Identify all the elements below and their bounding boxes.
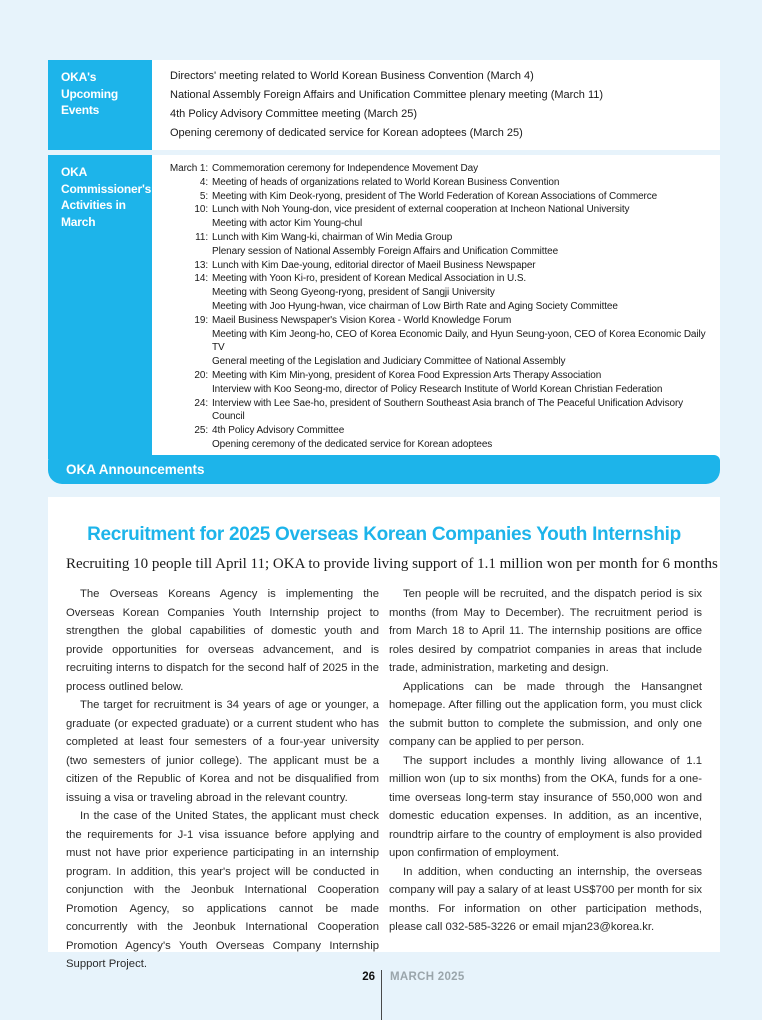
article-subtitle: Recruiting 10 people till April 11; OKA to provide living support of 1.1 million won per month for 6 months — [66, 556, 718, 572]
activity-item — [164, 438, 714, 452]
activity-date: 24: — [194, 397, 208, 409]
activity-item — [164, 328, 714, 356]
activity-date: 11: — [195, 231, 208, 243]
activity-date: 13: — [194, 259, 208, 271]
activity-item — [164, 162, 714, 176]
activity-date: March 1: — [169, 163, 208, 174]
article-column-right — [389, 585, 702, 974]
activity-item — [164, 245, 714, 259]
activity-item — [164, 424, 714, 438]
label-line: Commissioner's — [61, 181, 152, 196]
activity-date: 10: — [194, 204, 208, 216]
event-item: Opening ceremony of dedicated service for Korean adoptees (March 25) — [170, 127, 523, 139]
activity-item — [164, 259, 714, 273]
activity-text: Maeil Business Newspaper's Vision Korea - World Knowledge Forum — [212, 314, 512, 326]
announcements-title: OKA Announcements — [66, 462, 205, 477]
upcoming-events-list — [152, 60, 720, 150]
activity-item — [164, 383, 714, 397]
activity-text: Lunch with Kim Dae-young, editorial director of Maeil Business Newspaper — [212, 259, 536, 271]
activity-item — [164, 286, 714, 300]
activity-text: Meeting with Kim Jeong-ho, CEO of Korea Economic Daily, and Hyun Seung-yoon, CEO of Korea Economic Daily TV — [212, 328, 706, 354]
activity-date — [164, 383, 208, 397]
article-paragraph: In the case of the United States, the applicant must check the requirements for J-1 visa issuance before applying and must not have prior experience participating in an internship program. In addition, this year's project will be conducted in conjunction with the Jeonbuk International Cooperation Promotion Agency, so applications cannot be made concurrently with the Jeonbuk International Cooperation Promotion Agency's Youth Overseas Company Internship Support Project. — [66, 810, 379, 970]
activity-date: 19: — [194, 314, 208, 326]
label-line: OKA's — [61, 70, 97, 84]
activity-item — [164, 300, 714, 314]
activity-text: Meeting with Kim Min-yong, president of Korea Food Expression Arts Therapy Association — [212, 369, 602, 381]
event-item: National Assembly Foreign Affairs and Unification Committee plenary meeting (March 11) — [170, 89, 604, 101]
article-column-left — [66, 585, 379, 974]
activity-text: Meeting with Seong Gyeong-ryong, president of Sangji University — [212, 287, 495, 299]
activity-item — [164, 314, 714, 328]
activity-date — [164, 217, 208, 231]
event-item: 4th Policy Advisory Committee meeting (March 25) — [170, 108, 417, 120]
article-paragraph: The Overseas Koreans Agency is implementing the Overseas Korean Companies Youth Internship project to strengthen the global capabilities of domestic youth and provide opportunities for overseas advancement, and is recruiting interns to dispatch for the second half of 2025 in the process outlined below. — [66, 588, 379, 693]
activity-text: Plenary session of National Assembly Foreign Affairs and Unification Committee — [212, 245, 559, 257]
activity-text: Meeting with Kim Deok-ryong, president of The World Federation of Korean Associations of Commerce — [212, 190, 658, 202]
activity-date: 14: — [194, 273, 208, 285]
activity-text: Lunch with Noh Young-don, vice president of external cooperation at Incheon National University — [212, 204, 630, 216]
activity-item — [164, 203, 714, 217]
activity-text: Meeting with Yoon Ki-ro, president of Korean Medical Association in U.S. — [212, 273, 527, 285]
activity-text: Opening ceremony of the dedicated service for Korean adoptees — [212, 438, 493, 450]
activity-item — [164, 272, 714, 286]
label-line: March — [61, 214, 96, 229]
activity-text: Meeting with Joo Hyung-hwan, vice chairman of Low Birth Rate and Aging Society Committee — [212, 300, 618, 312]
activities-list — [152, 155, 720, 459]
issue-label: MARCH 2025 — [390, 971, 465, 983]
activity-text: Meeting with actor Kim Young-chul — [212, 218, 363, 230]
activity-date — [164, 438, 208, 452]
activity-date: 25: — [194, 425, 208, 437]
activity-item — [164, 217, 714, 231]
label-line: OKA — [61, 165, 88, 179]
activity-text: 4th Policy Advisory Committee — [212, 425, 345, 437]
activity-date — [164, 300, 208, 314]
activity-text: Commemoration ceremony for Independence Movement Day — [212, 163, 479, 174]
announcements-header-bar — [48, 455, 720, 484]
article-paragraph: The target for recruitment is 34 years of age or younger, a graduate (or expected graduate) or a current student who has completed at least four semesters of a four-year university (two semesters of junior college). The applicant must be a citizen of the Republic of Korea and not be disqualified from issuing a visa or traveling abroad in the relevant country. — [66, 699, 379, 804]
upcoming-events-section — [48, 60, 720, 150]
commissioner-activities-section — [48, 155, 720, 459]
activity-item — [164, 397, 714, 425]
activity-date: 5: — [199, 190, 208, 202]
article-title: Recruitment for 2025 Overseas Korean Companies Youth Internship — [87, 524, 681, 545]
article-paragraph: In addition, when conducting an internship, the overseas company will pay a salary of at least US$700 per month for six months. For information on other participation methods, please call 032-585-3226 or email mjan23@korea.kr. — [389, 865, 702, 933]
activity-date: 20: — [194, 369, 208, 381]
activity-date — [164, 245, 208, 259]
article-paragraph: Ten people will be recruited, and the dispatch period is six months (from May to December). The recruitment period is from March 18 to April 11. The internship positions are office roles desired by compatriot companies in areas that include trade, administration, marketing and design. — [389, 588, 702, 674]
activity-text: Interview with Lee Sae-ho, president of Southern Southeast Asia branch of The Peaceful Unification Advisory Council — [212, 397, 684, 423]
footer-divider — [381, 970, 382, 1020]
activity-text: Meeting of heads of organizations related to World Korean Business Convention — [212, 176, 560, 188]
activity-text: Lunch with Kim Wang-ki, chairman of Win Media Group — [212, 231, 453, 243]
event-item: Directors' meeting related to World Korean Business Convention (March 4) — [170, 70, 534, 82]
activity-date — [164, 286, 208, 300]
article-card — [48, 497, 720, 970]
activity-text: General meeting of the Legislation and Judiciary Committee of National Assembly — [212, 356, 566, 368]
activity-item — [164, 231, 714, 245]
article-paragraph: Applications can be made through the Hansangnet homepage. After filling out the application form, you must click the submit button to complete the submission, and only one company can be applied to per person. — [389, 680, 702, 748]
label-line: Events — [61, 103, 100, 117]
label-line: Activities in — [61, 198, 126, 212]
activity-item — [164, 369, 714, 383]
activity-date — [164, 328, 208, 356]
label-line: Upcoming — [61, 86, 119, 101]
activity-date — [164, 355, 208, 369]
article-body — [66, 585, 702, 974]
upcoming-events-label — [48, 60, 152, 150]
page-number: 26 — [362, 971, 375, 983]
activity-text: Interview with Koo Seong-mo, director of Policy Research Institute of World Korean Christian Federation — [212, 383, 663, 395]
activity-item — [164, 190, 714, 204]
article-paragraph: The support includes a monthly living allowance of 1.1 million won (up to six months) from the OKA, funds for a one-time overseas long-term stay insurance of 550,000 won and domestic education expenses. In addition, as an incentive, roundtrip airfare to the country of employment is also provided upon confirmation of employment. — [389, 754, 702, 859]
activity-item — [164, 176, 714, 190]
commissioner-activities-label — [48, 155, 152, 459]
activity-date: 4: — [199, 176, 208, 188]
activity-item — [164, 355, 714, 369]
